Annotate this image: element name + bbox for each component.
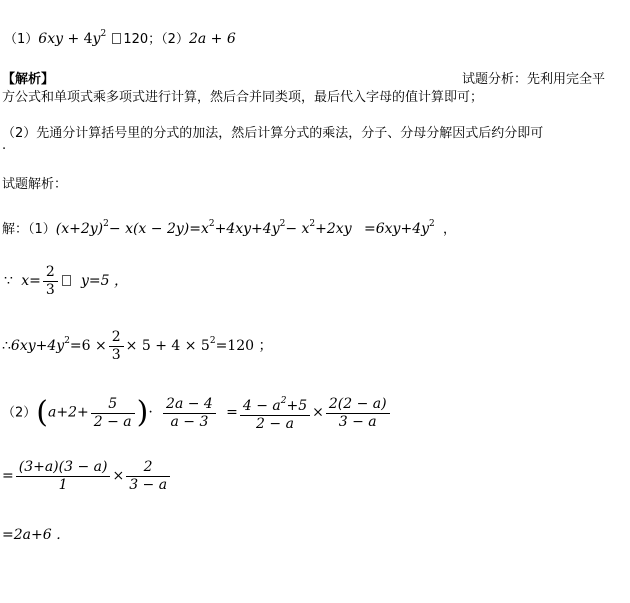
answer-part1-label: （1）: [4, 32, 39, 47]
analysis-intro: 试题分析：先利用完全平: [462, 72, 606, 87]
calc-lhs-square: 2: [64, 336, 70, 346]
calc-five-square: 2: [209, 336, 216, 346]
calc-lhs: 6xy+4y: [10, 338, 65, 354]
eq1-rest2: − x: [285, 221, 310, 237]
eq1-x2-square: 2: [309, 219, 316, 229]
p2-label: （2）: [2, 405, 37, 421]
placeholder-box-icon: [112, 33, 121, 44]
fraction-2-2-a-over-3-a: $\frac{2(2 - a)}{3 - a}$: [326, 396, 390, 431]
answer-line: [4, 28, 236, 47]
fraction-2a-4-over-a-3: $\frac{2a - 4}{a - 3}$: [163, 396, 216, 431]
calc-fraction-two-thirds: $\frac{2}{3}$: [109, 329, 124, 364]
answer-part1-plus: + 4: [63, 31, 93, 47]
answer-part2-expr: 2a + 6: [188, 31, 236, 47]
analysis-line-1: 方公式和单项式乘多项式进行计算，然后合并同类项，最后代入字母的值计算即可；: [2, 90, 484, 105]
answer-part1-value: 120；: [123, 32, 162, 47]
eq1-x-square: 2: [208, 219, 215, 229]
equals-sign: =: [2, 468, 14, 484]
solution-eq1: [2, 218, 456, 237]
solution-label: 解：（1）: [2, 222, 56, 237]
calc-line: [2, 329, 272, 364]
eq1-mid: − x(x − 2y): [108, 221, 190, 237]
eq1-result-square: 2: [429, 219, 435, 229]
answer-part1-square: 2: [100, 29, 107, 39]
analysis-line-2: （2）先通分计算括号里的分式的加法，然后计算分式的乘法，分子、分母分解因式后约分即可: [2, 126, 544, 141]
fraction-two-thirds: $\frac{2}{3}$: [43, 264, 58, 299]
because-symbol: ∵: [4, 273, 13, 289]
times-sign: ×: [312, 404, 324, 421]
final-result: =2a+6 ．: [2, 527, 71, 543]
eq1-lhs-square: 2: [103, 219, 109, 229]
eq1-tail: +2xy: [315, 221, 352, 237]
fraction-5-over-2-minus-a: $\frac{5}{2 - a}$: [91, 396, 135, 431]
eq1-result: =6xy+4y: [364, 221, 430, 237]
eq1-rhs: =x: [189, 221, 209, 237]
eq1-lhs: (x+2y): [55, 221, 104, 237]
y-equals: y=5 ，: [81, 273, 129, 289]
fraction-factored-over-1: $\frac{(3+a)(3 - a)}{1}$: [16, 459, 111, 494]
eq1-rest: +4xy+4y: [214, 221, 280, 237]
answer-part1-y: y: [92, 31, 101, 47]
calc-mid: × 5 + 4 × 5: [125, 338, 210, 354]
times-sign-2: ×: [112, 468, 125, 484]
analysis-header: 【解析】: [2, 72, 55, 87]
given-values: [4, 264, 128, 299]
eq1-y-square: 2: [279, 219, 286, 229]
fraction-2-over-3-a: $\frac{2}{3 - a}$: [126, 459, 170, 494]
analysis-line-2-dot: .: [2, 138, 7, 153]
answer-part2-label: （2）: [161, 32, 189, 47]
calc-result: =120 ；: [215, 338, 273, 354]
placeholder-box-icon: [62, 275, 71, 286]
p2-line2: [2, 459, 172, 494]
eq1-end: ，: [443, 222, 457, 237]
detail-header: 试题解析：: [2, 177, 68, 192]
calc-eq: =6 ×: [69, 338, 107, 354]
x-equals: x=: [21, 273, 41, 289]
fraction-4-a2-5-over-2-a: $\frac{4 - a^2+5}{2 - a}$: [240, 393, 310, 433]
therefore-symbol: ∴: [2, 338, 11, 354]
answer-part1-expr: 6xy: [38, 31, 63, 47]
p2-a-term: a+2+: [48, 404, 89, 421]
p2-line1: （2）(a+2+ $\frac{5}{2 - a}$ )· $\frac{2a - 4}{a - 3}$ = $\frac{4 - a^2+5}{2 - a}$ × $\frac{2(2 - a)}{3 - a}$: [2, 393, 392, 433]
